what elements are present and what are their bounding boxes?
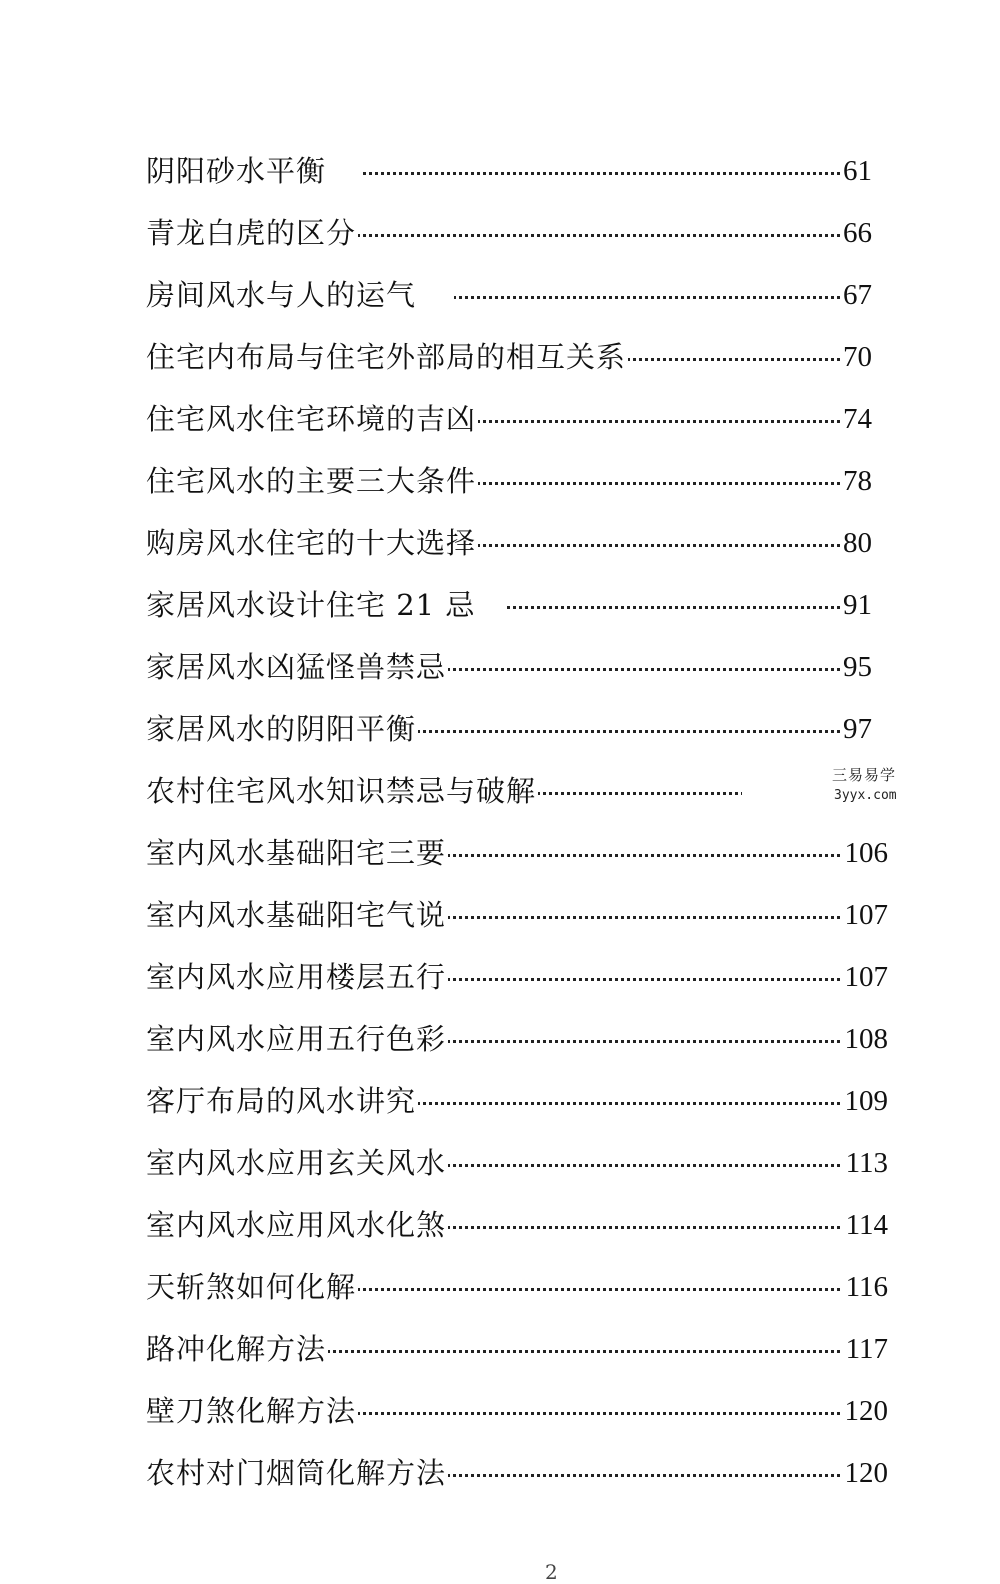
toc-entry (146, 1008, 888, 1070)
toc-entry-page: 67 (840, 278, 872, 312)
toc-entry (146, 1380, 888, 1442)
toc-entry-title: 住宅风水住宅环境的吉凶 (146, 402, 477, 436)
toc-entry-page: 66 (840, 216, 872, 250)
toc-entry-page: 91 (840, 588, 872, 622)
toc-entry-title: 天斩煞如何化解 (146, 1270, 357, 1304)
toc-entry (146, 512, 872, 574)
watermark-site-name: 三易易学 (832, 766, 897, 784)
toc-entry (146, 946, 888, 1008)
toc-entry-page: 80 (840, 526, 872, 560)
toc-entry-title: 住宅风水的主要三大条件 (146, 464, 477, 498)
toc-entry-title: 室内风水应用楼层五行 (146, 960, 447, 994)
toc-entry (146, 636, 872, 698)
toc-entry-page: 120 (842, 1456, 889, 1490)
toc-entry-title: 家居风水的阴阳平衡 (146, 712, 417, 746)
toc-entry-title: 农村住宅风水知识禁忌与破解 (146, 774, 537, 808)
toc-entry (146, 1194, 888, 1256)
toc-entry (146, 202, 872, 264)
toc-entry-page: 70 (840, 340, 872, 374)
toc-entry-page: 113 (843, 1146, 888, 1180)
toc-entry-title: 农村对门烟筒化解方法 (146, 1456, 447, 1490)
toc-entry (146, 1256, 888, 1318)
toc-entry-title: 室内风水应用玄关风水 (146, 1146, 447, 1180)
toc-entry-page: 120 (842, 1394, 889, 1428)
watermark (742, 762, 994, 812)
page-number: 2 (545, 1560, 558, 1584)
toc-entry-title: 家居风水凶猛怪兽禁忌 (146, 650, 447, 684)
toc-entry (146, 822, 888, 884)
toc-entry (146, 884, 888, 946)
toc-entry (146, 574, 872, 636)
toc-entry-title: 购房风水住宅的十大选择 (146, 526, 477, 560)
toc-entry-page: 108 (842, 1022, 889, 1056)
watermark-url: 3yyx.com (834, 788, 897, 803)
toc-entry-page: 74 (840, 402, 872, 436)
toc-entry (146, 326, 872, 388)
toc-entry (146, 698, 872, 760)
toc-entry-page: 117 (843, 1332, 888, 1366)
toc-entry-title: 壁刀煞化解方法 (146, 1394, 357, 1428)
toc-entry-title: 室内风水基础阳宅气说 (146, 898, 447, 932)
toc-entry (146, 1132, 888, 1194)
toc-entry-page: 106 (842, 836, 889, 870)
toc-entry-page: 116 (843, 1270, 888, 1304)
toc-entry-title: 路冲化解方法 (146, 1332, 327, 1366)
toc-entry-page: 107 (842, 898, 889, 932)
toc-entry-page: 107 (842, 960, 889, 994)
toc-entry (146, 1318, 888, 1380)
toc-entry-title: 室内风水应用五行色彩 (146, 1022, 447, 1056)
toc-entry (146, 1442, 888, 1504)
toc-entry-title: 住宅内布局与住宅外部局的相互关系 (146, 340, 627, 374)
table-of-contents (0, 140, 1000, 1504)
toc-entry-title: 房间风水与人的运气 (146, 278, 454, 312)
toc-entry-title: 阴阳砂水平衡 (146, 154, 360, 188)
toc-entry-title: 家居风水设计住宅 21 忌 (146, 588, 505, 622)
toc-entry-title: 室内风水基础阳宅三要 (146, 836, 447, 870)
toc-entry (146, 1070, 888, 1132)
toc-entry-title: 客厅布局的风水讲究 (146, 1084, 417, 1118)
toc-entry (146, 264, 872, 326)
toc-entry (146, 450, 872, 512)
toc-entry-title: 室内风水应用风水化煞 (146, 1208, 447, 1242)
toc-entry (146, 388, 872, 450)
toc-entry-page: 114 (843, 1208, 888, 1242)
toc-entry-page: 97 (840, 712, 872, 746)
toc-entry (146, 140, 872, 202)
toc-entry-page: 109 (842, 1084, 889, 1118)
toc-entry-title: 青龙白虎的区分 (146, 216, 357, 250)
toc-entry-page: 95 (840, 650, 872, 684)
toc-entry-page: 61 (840, 154, 872, 188)
toc-entry-page: 78 (840, 464, 872, 498)
